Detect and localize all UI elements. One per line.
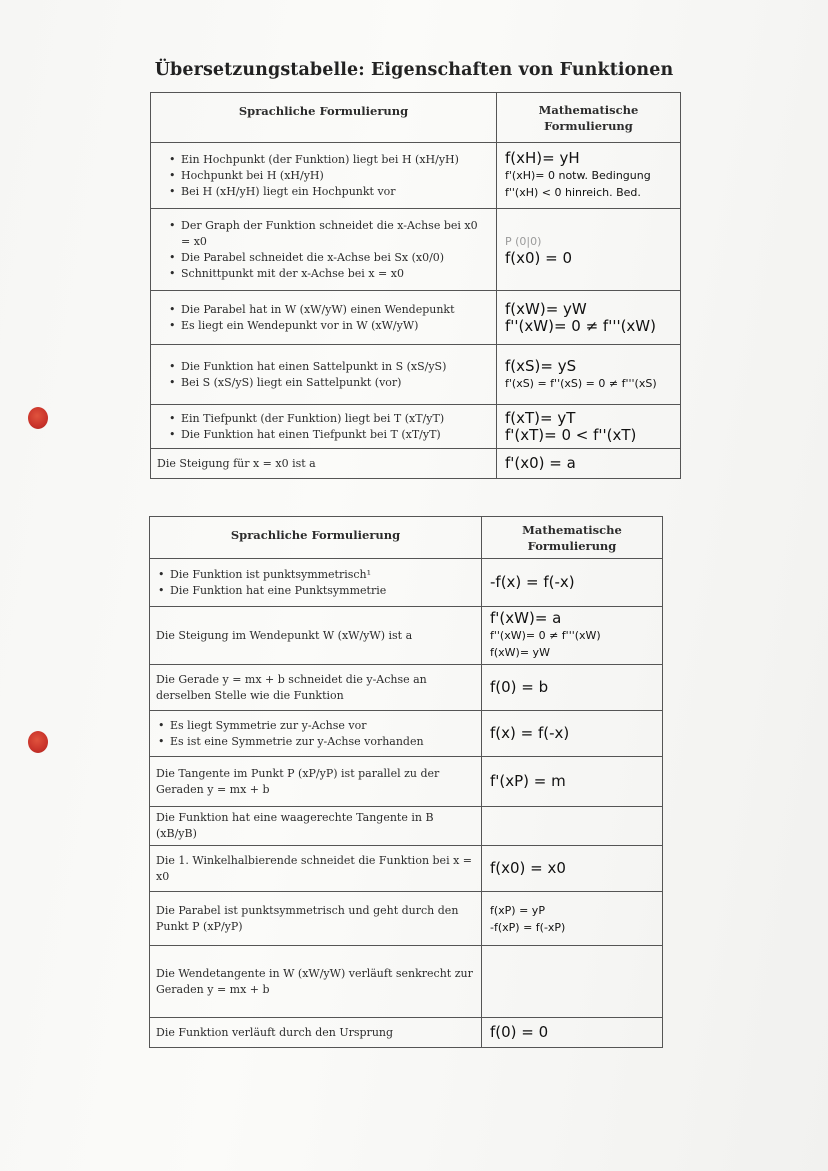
- list-item: • Die Funktion ist punktsymmetrisch¹: [158, 567, 475, 583]
- math-line: f(xP) = yP: [490, 903, 545, 917]
- math-cell: [482, 559, 663, 607]
- verbal-cell: [151, 291, 497, 345]
- table1-header: [151, 93, 681, 143]
- table-row: [150, 757, 663, 807]
- table-row: [151, 291, 681, 345]
- verbal-cell: Die Parabel ist punktsymmetrisch und geht durch den Punkt P (xP/yP): [150, 892, 482, 946]
- table-row: [150, 607, 663, 665]
- math-line: f(0) = 0: [490, 1023, 549, 1041]
- math-cell: [497, 143, 681, 209]
- table-row: [150, 807, 663, 846]
- verbal-cell: Die Tangente im Punkt P (xP/yP) ist parallel zu der Geraden y = mx + b: [150, 757, 482, 807]
- math-line: f''(xW)= 0 ≠ f'''(xW): [490, 629, 601, 642]
- list-item: • Die Funktion hat einen Sattelpunkt in S (xS/yS): [169, 359, 490, 375]
- math-cell: [482, 757, 663, 807]
- math-cell: [482, 1018, 663, 1048]
- verbal-cell: [151, 405, 497, 449]
- table-row: [151, 209, 681, 291]
- table-row: [150, 559, 663, 607]
- math-line: f(xW)= yW: [490, 646, 550, 659]
- math-cell: [482, 607, 663, 665]
- math-line: f'(xH)= 0 notw. Bedingung: [505, 169, 651, 182]
- math-cell: [497, 449, 681, 479]
- page-title: Übersetzungstabelle: Eigenschaften von Funktionen: [154, 60, 674, 80]
- math-line: f(xH)= yH: [505, 149, 580, 167]
- math-line: f''(xH) < 0 hinreich. Bed.: [505, 186, 641, 199]
- list-item: • Die Funktion hat eine Punktsymmetrie: [158, 583, 475, 599]
- list-item: • Die Parabel schneidet die x-Achse bei Sx (x0/0): [169, 250, 490, 266]
- math-line: f(xT)= yT: [505, 408, 576, 427]
- math-line: f'(x0) = a: [505, 454, 576, 472]
- math-line: -f(xP) = f(-xP): [490, 920, 566, 934]
- math-cell: [497, 345, 681, 405]
- math-cell: [482, 846, 663, 892]
- math-line: f(x0) = 0: [505, 248, 573, 267]
- table-row: [150, 665, 663, 711]
- list-item: • Es liegt Symmetrie zur y-Achse vor: [158, 718, 475, 734]
- list-item: • Bei H (xH/yH) liegt ein Hochpunkt vor: [169, 184, 490, 200]
- list-item: • Ein Hochpunkt (der Funktion) liegt bei H (xH/yH): [169, 152, 490, 168]
- table2-header: [150, 517, 663, 559]
- list-item: • Es ist eine Symmetrie zur y-Achse vorhanden: [158, 734, 475, 750]
- table1-header-right: Mathematische Formulierung: [497, 93, 681, 143]
- table-row: [150, 1018, 663, 1048]
- verbal-cell: [151, 143, 497, 209]
- table-row: [151, 449, 681, 479]
- verbal-cell: [151, 209, 497, 291]
- list-item: • Die Parabel hat in W (xW/yW) einen Wendepunkt: [169, 302, 490, 318]
- math-line: f''(xW)= 0 ≠ f'''(xW): [505, 316, 656, 335]
- list-item: • Schnittpunkt mit der x-Achse bei x = x0: [169, 266, 490, 282]
- math-cell: [482, 807, 663, 846]
- verbal-cell: Die 1. Winkelhalbierende schneidet die Funktion bei x = x0: [150, 846, 482, 892]
- math-line: f(x0) = x0: [490, 859, 566, 877]
- translation-table-1: [150, 92, 681, 479]
- table-row: [151, 345, 681, 405]
- list-item: • Der Graph der Funktion schneidet die x-Achse bei x0 = x0: [169, 218, 490, 250]
- table2-header-left: Sprachliche Formulierung: [150, 517, 482, 559]
- math-line: f'(xS) = f''(xS) = 0 ≠ f'''(xS): [505, 376, 657, 390]
- math-line: f(xS)= yS: [505, 356, 577, 375]
- list-item: • Bei S (xS/yS) liegt ein Sattelpunkt (vor): [169, 375, 490, 391]
- verbal-cell: Die Gerade y = mx + b schneidet die y-Achse an derselben Stelle wie die Funktion: [150, 665, 482, 711]
- math-line: -f(x) = f(-x): [490, 573, 575, 591]
- verbal-cell: Die Funktion verläuft durch den Ursprung: [150, 1018, 482, 1048]
- math-line: f(x) = f(-x): [490, 724, 570, 742]
- table-row: [150, 846, 663, 892]
- verbal-cell: Die Funktion hat eine waagerechte Tangente in B (xB/yB): [150, 807, 482, 846]
- list-item: • Ein Tiefpunkt (der Funktion) liegt bei T (xT/yT): [169, 411, 490, 427]
- math-cell: [497, 209, 681, 291]
- table-row: [150, 711, 663, 757]
- math-line: f'(xW)= a: [490, 609, 562, 627]
- verbal-cell: Die Wendetangente in W (xW/yW) verläuft senkrecht zur Geraden y = mx + b: [150, 946, 482, 1018]
- math-cell: [497, 405, 681, 449]
- math-note: P (0|0): [505, 234, 542, 248]
- translation-table-2: [149, 516, 663, 1048]
- verbal-cell: Die Steigung für x = x0 ist a: [151, 449, 497, 479]
- math-cell: [482, 711, 663, 757]
- verbal-cell: [150, 559, 482, 607]
- verbal-cell: Die Steigung im Wendepunkt W (xW/yW) ist a: [150, 607, 482, 665]
- math-line: f'(xT)= 0 < f''(xT): [505, 425, 637, 444]
- list-item: • Es liegt ein Wendepunkt vor in W (xW/yW): [169, 318, 490, 334]
- math-line: f(0) = b: [490, 678, 549, 696]
- math-line: f(xW)= yW: [505, 299, 587, 318]
- table-row: [150, 892, 663, 946]
- list-item: • Die Funktion hat einen Tiefpunkt bei T (xT/yT): [169, 427, 490, 443]
- math-cell: [482, 892, 663, 946]
- verbal-cell: [150, 711, 482, 757]
- punch-hole-top: [28, 407, 48, 429]
- punch-hole-bottom: [28, 731, 48, 753]
- table2-header-right: Mathematische Formulierung: [482, 517, 663, 559]
- math-cell: [497, 291, 681, 345]
- verbal-cell: [151, 345, 497, 405]
- math-line: f'(xP) = m: [490, 772, 566, 790]
- table-row: [151, 143, 681, 209]
- table1-header-left: Sprachliche Formulierung: [151, 93, 497, 143]
- table-row: [151, 405, 681, 449]
- table-row: [150, 946, 663, 1018]
- list-item: • Hochpunkt bei H (xH/yH): [169, 168, 490, 184]
- math-cell: [482, 665, 663, 711]
- math-cell: [482, 946, 663, 1018]
